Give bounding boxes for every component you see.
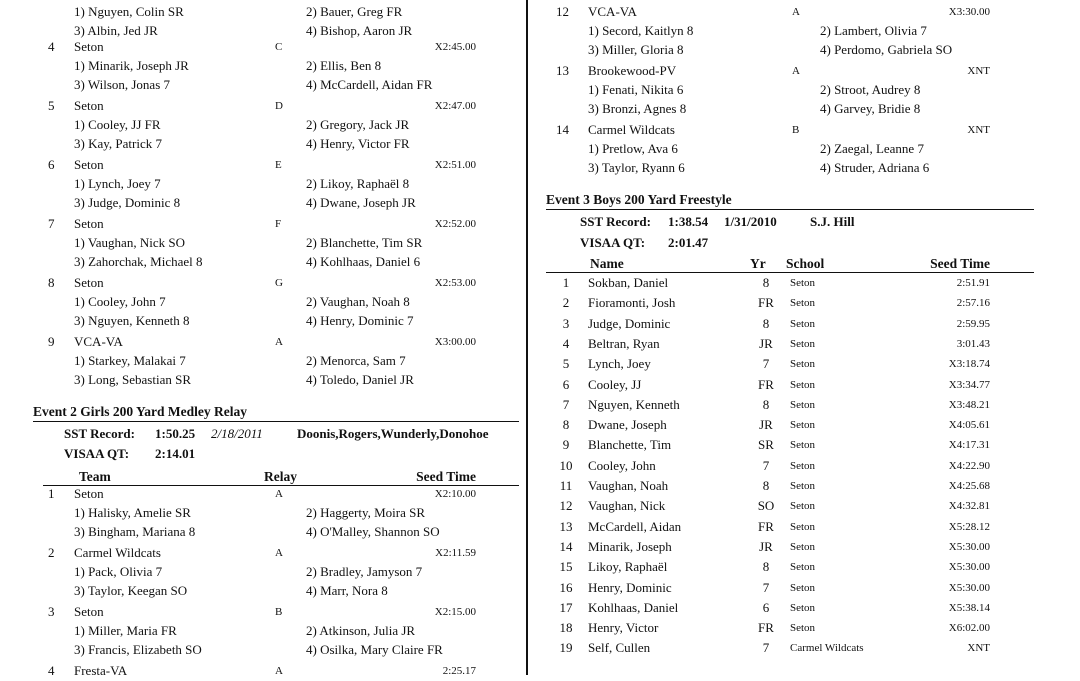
school: Seton bbox=[790, 480, 816, 492]
entry-row bbox=[0, 578, 1080, 598]
relay-swimmer-row bbox=[0, 158, 1080, 178]
entry-row bbox=[0, 517, 1080, 537]
school: Seton bbox=[790, 520, 816, 533]
place: 4 bbox=[562, 335, 570, 351]
entry-row bbox=[0, 395, 1080, 415]
team-name: VCA-VA bbox=[74, 334, 123, 349]
relay-letter: A bbox=[275, 488, 283, 500]
relay-swimmer-row bbox=[0, 233, 1080, 253]
year: 7 bbox=[762, 640, 770, 656]
year: 8 bbox=[762, 275, 770, 290]
team-name: Seton bbox=[74, 157, 104, 172]
event-2-qt-label: VISAA QT: bbox=[64, 446, 130, 461]
col-header-school: School bbox=[786, 256, 825, 271]
swimmer-2: 2) Atkinson, Julia JR bbox=[306, 623, 416, 638]
seed-time: X5:30.00 bbox=[948, 540, 990, 553]
seed-time: X6:02.00 bbox=[948, 622, 990, 635]
seed-time: X5:30.00 bbox=[948, 561, 990, 574]
swimmer-4: 4) Henry, Dominic 7 bbox=[306, 313, 414, 328]
swimmer-name: Blanchette, Tim bbox=[588, 437, 672, 453]
entry-row bbox=[0, 476, 1080, 496]
school: Seton bbox=[790, 581, 816, 594]
relay-letter: B bbox=[275, 606, 283, 618]
swimmer-4: 4) McCardell, Aidan FR bbox=[306, 77, 433, 92]
school: Seton bbox=[790, 601, 816, 614]
swimmer-3: 3) Miller, Gloria 8 bbox=[588, 42, 684, 57]
relay-swimmer-row bbox=[0, 139, 1080, 159]
school: Seton bbox=[790, 622, 816, 635]
swimmer-3: 3) Judge, Dominic 8 bbox=[74, 195, 181, 210]
swimmer-2: 2) Haggerty, Moira SR bbox=[306, 505, 426, 520]
school: Seton bbox=[790, 337, 816, 350]
seed-time: XNT bbox=[967, 65, 990, 77]
event-3-qt-time: 2:01.47 bbox=[668, 235, 709, 250]
school: Seton bbox=[790, 358, 816, 371]
swimmer-3: 3) Taylor, Keegan SO bbox=[74, 583, 188, 598]
seed-time: X2:45.00 bbox=[434, 41, 476, 53]
swimmer-name: Beltran, Ryan bbox=[588, 335, 660, 351]
place: 1 bbox=[48, 486, 55, 501]
team-name: VCA-VA bbox=[588, 4, 637, 19]
swimmer-3: 3) Francis, Elizabeth SO bbox=[74, 642, 202, 657]
year: FR bbox=[758, 620, 774, 636]
swimmer-4: 4) O'Malley, Shannon SO bbox=[306, 524, 440, 539]
swimmer-name: Self, Cullen bbox=[588, 640, 651, 656]
swimmer-1: 1) Vaughan, Nick SO bbox=[74, 235, 185, 250]
relay-letter: D bbox=[275, 100, 283, 112]
team-name: Brookewood-PV bbox=[588, 63, 677, 78]
place: 9 bbox=[562, 437, 570, 453]
school: Seton bbox=[790, 459, 816, 472]
seed-time: 2:51.91 bbox=[956, 277, 990, 289]
swimmer-3: 3) Bingham, Mariana 8 bbox=[74, 524, 196, 539]
seed-time: X4:17.31 bbox=[948, 439, 990, 452]
swimmer-name: Vaughan, Nick bbox=[588, 498, 666, 514]
team-name: Seton bbox=[74, 98, 104, 113]
school: Seton bbox=[790, 317, 816, 330]
event-2-record-time: 1:50.25 bbox=[155, 426, 196, 441]
entry-row bbox=[0, 334, 1080, 354]
swimmer-2: 2) Blanchette, Tim SR bbox=[306, 235, 423, 250]
year: FR bbox=[758, 376, 774, 392]
swimmer-2: 2) Zaegal, Leanne 7 bbox=[820, 141, 924, 156]
col-header-seed: Seed Time bbox=[416, 469, 476, 484]
entry-row bbox=[0, 375, 1080, 395]
entry-row bbox=[0, 273, 1080, 293]
seed-time: 3:01.43 bbox=[956, 337, 990, 350]
swimmer-1: 1) Cooley, John 7 bbox=[74, 294, 166, 309]
place: 8 bbox=[562, 417, 570, 433]
year: FR bbox=[758, 518, 774, 534]
year: SR bbox=[758, 437, 774, 453]
place: 16 bbox=[559, 579, 573, 595]
seed-time: X3:48.21 bbox=[948, 398, 990, 411]
swimmer-1: 1) Nguyen, Colin SR bbox=[74, 4, 184, 19]
swimmer-3: 3) Albin, Jed JR bbox=[74, 23, 158, 38]
seed-time: XNT bbox=[967, 124, 990, 136]
swimmer-2: 2) Likoy, Raphaël 8 bbox=[306, 176, 410, 191]
year: 6 bbox=[762, 599, 770, 615]
year: JR bbox=[759, 335, 773, 351]
school: Seton bbox=[790, 398, 816, 411]
entry-row bbox=[0, 456, 1080, 476]
swimmer-1: 1) Secord, Kaitlyn 8 bbox=[588, 23, 694, 38]
swimmer-2: 2) Bradley, Jamyson 7 bbox=[306, 564, 423, 579]
swimmer-1: 1) Cooley, JJ FR bbox=[74, 117, 161, 132]
event-3-record-holder: S.J. Hill bbox=[810, 214, 855, 229]
entry-row bbox=[0, 496, 1080, 516]
year: 8 bbox=[762, 478, 770, 493]
entry-row bbox=[0, 415, 1080, 435]
relay-team-row bbox=[0, 61, 1080, 81]
year: 7 bbox=[762, 356, 770, 372]
swimmer-4: 4) Bishop, Aaron JR bbox=[306, 23, 413, 38]
place: 14 bbox=[556, 122, 569, 137]
year: 7 bbox=[762, 579, 770, 595]
swimmer-1: 1) Halisky, Amelie SR bbox=[74, 505, 191, 520]
relay-letter: A bbox=[275, 547, 283, 559]
relay-team-row bbox=[0, 661, 1080, 681]
swimmer-1: 1) Miller, Maria FR bbox=[74, 623, 177, 638]
swimmer-4: 4) Garvey, Bridie 8 bbox=[820, 101, 921, 116]
relay-swimmer-row bbox=[0, 80, 1080, 100]
seed-time: X2:53.00 bbox=[434, 277, 476, 289]
entry-row bbox=[0, 557, 1080, 577]
school: Carmel Wildcats bbox=[790, 642, 864, 655]
swimmer-1: 1) Minarik, Joseph JR bbox=[74, 58, 189, 73]
entry-row bbox=[0, 598, 1080, 618]
relay-letter: B bbox=[792, 124, 800, 136]
place: 3 bbox=[48, 604, 55, 619]
seed-time: X3:18.74 bbox=[948, 358, 990, 371]
swimmer-2: 2) Lambert, Olivia 7 bbox=[820, 23, 927, 38]
seed-time: X3:00.00 bbox=[434, 336, 476, 348]
col-header-name: Name bbox=[590, 256, 624, 271]
school: Seton bbox=[790, 378, 816, 391]
event-3-rule bbox=[546, 209, 1034, 210]
seed-time: X5:28.12 bbox=[948, 520, 990, 533]
seed-time: 2:59.95 bbox=[956, 317, 990, 330]
swimmer-2: 2) Bauer, Greg FR bbox=[306, 4, 403, 19]
swimmer-1: 1) Pretlow, Ava 6 bbox=[588, 141, 678, 156]
place: 1 bbox=[562, 275, 570, 290]
seed-time: X5:38.14 bbox=[948, 601, 990, 614]
swimmer-1: 1) Fenati, Nikita 6 bbox=[588, 82, 684, 97]
swimmer-3: 3) Wilson, Jonas 7 bbox=[74, 77, 171, 92]
swimmer-4: 4) Dwane, Joseph JR bbox=[306, 195, 416, 210]
swimmer-name: Cooley, JJ bbox=[588, 376, 642, 392]
seed-time: X5:30.00 bbox=[948, 581, 990, 594]
team-name: Seton bbox=[74, 39, 104, 54]
event-2-qt-time: 2:14.01 bbox=[155, 446, 196, 461]
event-2-record-holder: Doonis,Rogers,Wunderly,Donohoe bbox=[297, 426, 489, 441]
swimmer-name: Henry, Dominic bbox=[588, 579, 672, 595]
swimmer-4: 4) Toledo, Daniel JR bbox=[306, 372, 414, 387]
place: 15 bbox=[559, 559, 573, 575]
year: FR bbox=[758, 295, 774, 311]
swimmer-4: 4) Struder, Adriana 6 bbox=[820, 160, 930, 175]
swimmer-1: 1) Lynch, Joey 7 bbox=[74, 176, 161, 191]
entry-row bbox=[0, 314, 1080, 334]
entry-row bbox=[0, 537, 1080, 557]
place: 12 bbox=[559, 498, 573, 514]
place: 19 bbox=[559, 640, 573, 656]
seed-time: XNT bbox=[967, 642, 990, 655]
school: Seton bbox=[790, 297, 816, 310]
swimmer-4: 4) Henry, Victor FR bbox=[306, 136, 410, 151]
place: 3 bbox=[562, 315, 570, 331]
swimmer-name: Sokban, Daniel bbox=[588, 275, 669, 290]
seed-time: X4:25.68 bbox=[948, 480, 990, 492]
event-2-record-label: SST Record: bbox=[64, 426, 135, 441]
event-3-title: Event 3 Boys 200 Yard Freestyle bbox=[546, 192, 732, 207]
swimmer-2: 2) Stroot, Audrey 8 bbox=[820, 82, 921, 97]
relay-letter: E bbox=[275, 159, 282, 171]
entry-row bbox=[0, 354, 1080, 374]
swimmer-1: 1) Pack, Olivia 7 bbox=[74, 564, 163, 579]
relay-letter: A bbox=[792, 65, 800, 77]
team-name: Seton bbox=[74, 275, 104, 290]
relay-letter: A bbox=[792, 6, 800, 18]
year: 8 bbox=[762, 315, 770, 331]
school: Seton bbox=[790, 561, 816, 574]
event-3-record-label: SST Record: bbox=[580, 214, 651, 229]
swimmer-2: 2) Menorca, Sam 7 bbox=[306, 353, 406, 368]
col-header-relay: Relay bbox=[264, 469, 297, 484]
swimmer-name: Vaughan, Noah bbox=[588, 478, 669, 493]
relay-swimmer-row bbox=[0, 193, 1080, 213]
col-header-yr: Yr bbox=[750, 256, 766, 271]
relay-team-row bbox=[0, 214, 1080, 234]
place: 7 bbox=[48, 216, 55, 231]
team-name: Fresta-VA bbox=[74, 663, 128, 678]
relay-letter: A bbox=[275, 336, 283, 348]
seed-time: X4:32.81 bbox=[948, 500, 990, 513]
swimmer-4: 4) Kohlhaas, Daniel 6 bbox=[306, 254, 421, 269]
team-name: Seton bbox=[74, 604, 104, 619]
seed-time: X2:10.00 bbox=[434, 488, 476, 500]
place: 14 bbox=[559, 538, 573, 554]
year: 7 bbox=[762, 457, 770, 473]
swimmer-4: 4) Marr, Nora 8 bbox=[306, 583, 388, 598]
year: 8 bbox=[762, 559, 770, 575]
place: 2 bbox=[562, 295, 570, 311]
entry-row bbox=[0, 293, 1080, 313]
place: 9 bbox=[48, 334, 55, 349]
seed-time: 2:25.17 bbox=[442, 665, 476, 677]
relay-swimmer-row bbox=[0, 99, 1080, 119]
swimmer-2: 2) Ellis, Ben 8 bbox=[306, 58, 382, 73]
event-3-record-date: 1/31/2010 bbox=[724, 214, 777, 229]
team-name: Seton bbox=[74, 216, 104, 231]
event-3-qt-label: VISAA QT: bbox=[580, 235, 646, 250]
swimmer-3: 3) Bronzi, Agnes 8 bbox=[588, 101, 687, 116]
relay-team-row bbox=[0, 2, 1080, 22]
place: 5 bbox=[48, 98, 55, 113]
place: 4 bbox=[48, 39, 55, 54]
swimmer-name: Fioramonti, Josh bbox=[588, 295, 676, 311]
swimmer-name: Dwane, Joseph bbox=[588, 417, 667, 433]
year: SO bbox=[757, 498, 775, 514]
school: Seton bbox=[790, 277, 816, 289]
event-3-record-time: 1:38.54 bbox=[668, 214, 709, 229]
year: JR bbox=[759, 538, 773, 554]
team-name: Carmel Wildcats bbox=[588, 122, 675, 137]
place: 4 bbox=[48, 663, 55, 678]
school: Seton bbox=[790, 439, 816, 452]
place: 8 bbox=[48, 275, 55, 290]
place: 5 bbox=[562, 356, 570, 372]
relay-swimmer-row bbox=[0, 21, 1080, 41]
place: 17 bbox=[559, 599, 573, 615]
col-header-seed-time: Seed Time bbox=[930, 256, 990, 271]
school: Seton bbox=[790, 540, 816, 553]
swimmer-4: 4) Perdomo, Gabriela SO bbox=[820, 42, 953, 57]
place: 18 bbox=[559, 620, 573, 636]
seed-time: 2:57.16 bbox=[956, 297, 990, 310]
year: 8 bbox=[762, 396, 770, 412]
relay-letter: C bbox=[275, 41, 283, 53]
seed-time: X2:11.59 bbox=[435, 547, 476, 559]
school: Seton bbox=[790, 500, 816, 513]
swimmer-4: 4) Osilka, Mary Claire FR bbox=[306, 642, 443, 657]
relay-letter: A bbox=[275, 665, 283, 677]
swimmer-name: Nguyen, Kenneth bbox=[588, 396, 680, 412]
relay-team-row bbox=[0, 120, 1080, 140]
swimmer-name: Lynch, Joey bbox=[588, 356, 651, 372]
relay-swimmer-row bbox=[0, 40, 1080, 60]
swimmer-name: Kohlhaas, Daniel bbox=[588, 599, 679, 615]
place: 7 bbox=[562, 396, 570, 412]
swimmer-name: Judge, Dominic bbox=[588, 315, 671, 331]
swimmer-1: 1) Starkey, Malakai 7 bbox=[74, 353, 186, 368]
event-2-title: Event 2 Girls 200 Yard Medley Relay bbox=[33, 404, 247, 419]
school: Seton bbox=[790, 419, 816, 432]
event-2-record-date: 2/18/2011 bbox=[211, 426, 263, 441]
seed-time: X3:30.00 bbox=[948, 6, 990, 18]
swimmer-2: 2) Vaughan, Noah 8 bbox=[306, 294, 410, 309]
relay-letter: G bbox=[275, 277, 283, 289]
swimmer-name: Likoy, Raphaël bbox=[588, 559, 668, 575]
seed-time: X4:05.61 bbox=[948, 419, 990, 432]
seed-time: X2:47.00 bbox=[434, 100, 476, 112]
swimmer-2: 2) Gregory, Jack JR bbox=[306, 117, 410, 132]
relay-letter: F bbox=[275, 218, 282, 230]
place: 12 bbox=[556, 4, 569, 19]
place: 13 bbox=[556, 63, 569, 78]
entry-row bbox=[0, 618, 1080, 638]
year: JR bbox=[759, 417, 773, 433]
seed-time: X4:22.90 bbox=[948, 459, 990, 472]
seed-time: X2:51.00 bbox=[434, 159, 476, 171]
swimmer-name: Minarik, Joseph bbox=[588, 538, 672, 554]
place: 11 bbox=[559, 478, 573, 493]
swimmer-3: 3) Zahorchak, Michael 8 bbox=[74, 254, 203, 269]
swimmer-name: McCardell, Aidan bbox=[588, 518, 682, 534]
place: 13 bbox=[559, 518, 573, 534]
seed-time: X2:52.00 bbox=[434, 218, 476, 230]
swimmer-3: 3) Taylor, Ryann 6 bbox=[588, 160, 685, 175]
swimmer-3: 3) Long, Sebastian SR bbox=[74, 372, 191, 387]
swimmer-3: 3) Kay, Patrick 7 bbox=[74, 136, 162, 151]
place: 6 bbox=[48, 157, 55, 172]
place: 10 bbox=[559, 457, 573, 473]
entry-row bbox=[0, 435, 1080, 455]
seed-time: X3:34.77 bbox=[948, 378, 990, 391]
swimmer-name: Cooley, John bbox=[588, 457, 656, 473]
swimmer-name: Henry, Victor bbox=[588, 620, 659, 636]
team-name: Seton bbox=[74, 486, 104, 501]
place: 6 bbox=[562, 376, 570, 392]
swimmer-3: 3) Nguyen, Kenneth 8 bbox=[74, 313, 190, 328]
team-name: Carmel Wildcats bbox=[74, 545, 161, 560]
entry-row bbox=[0, 638, 1080, 658]
seed-time: X2:15.00 bbox=[434, 606, 476, 618]
place: 2 bbox=[48, 545, 55, 560]
col-header-team: Team bbox=[79, 469, 111, 484]
